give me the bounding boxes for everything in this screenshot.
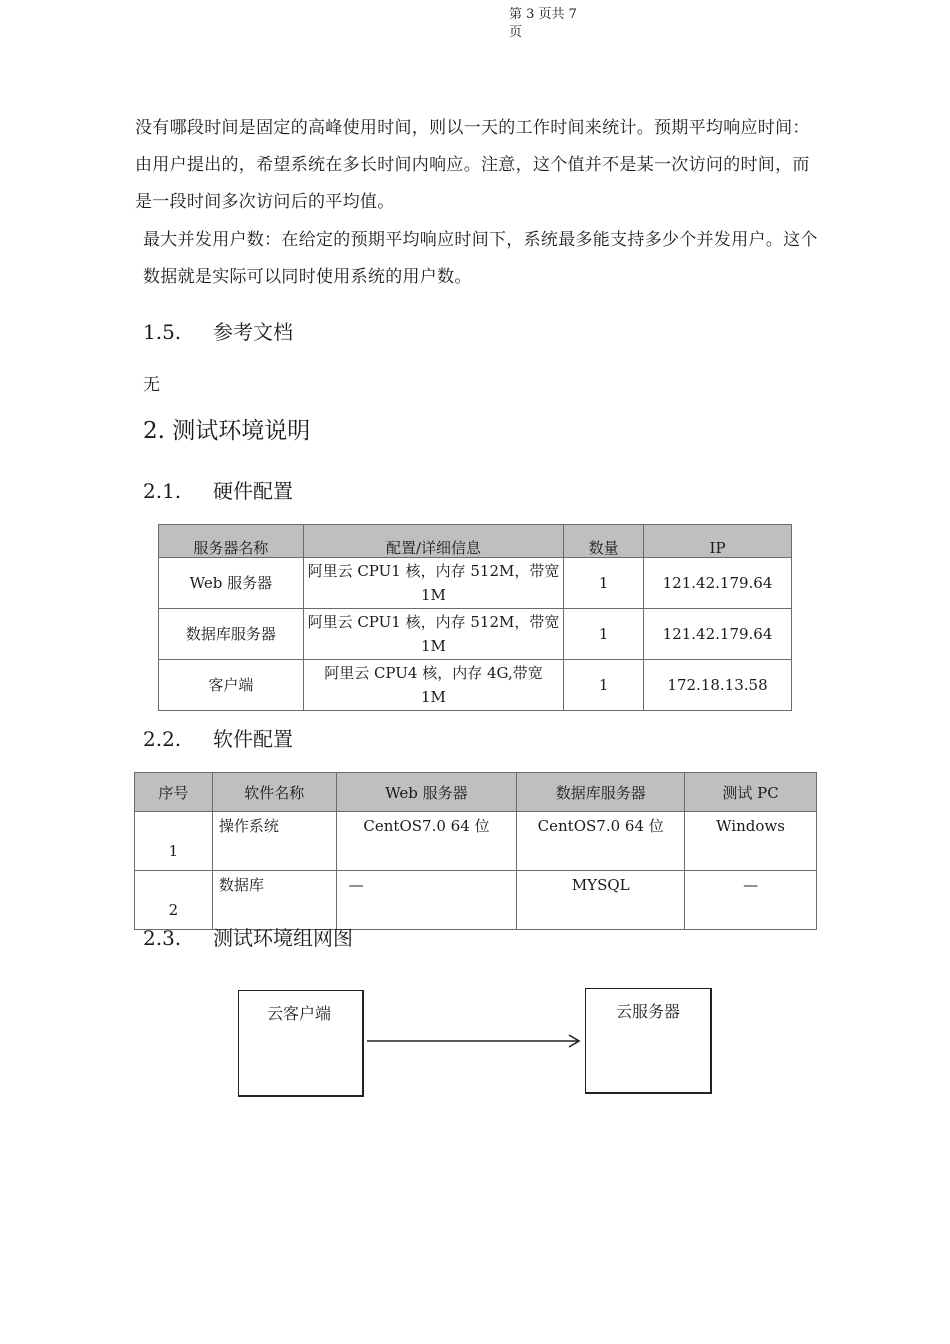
table-cell: 数据库 [212, 871, 336, 930]
table-cell: — [685, 871, 817, 930]
table-header-cell: 数量 [564, 525, 644, 558]
server-node [585, 988, 712, 1094]
table-cell: MYSQL [517, 871, 685, 930]
table-header-row [135, 773, 817, 812]
client-node [238, 990, 364, 1097]
heading-1-5 [143, 318, 293, 346]
table-header-cell: 软件名称 [212, 773, 336, 812]
heading-2-3 [143, 924, 353, 952]
table-cell: 1 [564, 558, 644, 609]
table-cell: 阿里云 CPU4 核，内存 4G,带宽 1M [303, 660, 564, 711]
table-header-cell: Web 服务器 [336, 773, 517, 812]
heading-number: 2.1. [143, 479, 182, 503]
heading-2 [143, 415, 310, 447]
table-row [135, 812, 817, 871]
table-cell: 客户端 [159, 660, 304, 711]
heading-title: 测试环境组网图 [213, 926, 353, 950]
client-node-label: 云客户端 [267, 1004, 332, 1023]
heading-number: 1.5. [143, 320, 182, 344]
table-cell: CentOS7.0 64 位 [336, 812, 517, 871]
heading-title: 硬件配置 [213, 479, 293, 503]
table-cell: 1 [564, 609, 644, 660]
table-row [159, 609, 792, 660]
table-cell: Windows [685, 812, 817, 871]
table-cell: 阿里云 CPU1 核，内存 512M，带宽 1M [303, 558, 564, 609]
heading-number: 2.2. [143, 727, 182, 751]
table-cell: 操作系统 [212, 812, 336, 871]
heading-title: 参考文档 [213, 320, 293, 344]
arrow-connector [365, 1030, 585, 1052]
reference-docs-body: 无 [143, 375, 160, 395]
table-cell: 阿里云 CPU1 核，内存 512M，带宽 1M [303, 609, 564, 660]
table-header-cell: 数据库服务器 [517, 773, 685, 812]
table-row [159, 660, 792, 711]
table-row [159, 558, 792, 609]
table-cell: — [336, 871, 517, 930]
paragraph-response-time: 没有哪段时间是固定的高峰使用时间，则以一天的工作时间来统计。预期平均响应时间：由用户提出的，希望系统在多长时间内响应。注意，这个值并不是某一次访问的时间，而是一段时间多次访问后的平均值。 [135, 118, 810, 212]
heading-number: 2. [143, 418, 165, 444]
table-cell: 2 [135, 871, 213, 930]
software-config-table [134, 772, 817, 930]
paragraph-concurrent-users: 最大并发用户数：在给定的预期平均响应时间下，系统最多能支持多少个并发用户。这个数据就是实际可以同时使用系统的用户数。 [143, 230, 818, 287]
heading-2-2 [143, 725, 293, 753]
heading-number: 2.3. [143, 926, 182, 950]
table-header-row [159, 525, 792, 558]
table-cell: 172.18.13.58 [644, 660, 792, 711]
table-cell: 121.42.179.64 [644, 558, 792, 609]
table-cell: 数据库服务器 [159, 609, 304, 660]
table-header-cell: 测试 PC [685, 773, 817, 812]
table-cell: 1 [135, 812, 213, 871]
table-header-cell: 序号 [135, 773, 213, 812]
table-cell: 121.42.179.64 [644, 609, 792, 660]
table-header-cell: 服务器名称 [159, 525, 304, 558]
server-node-label: 云服务器 [616, 1002, 681, 1021]
table-cell: CentOS7.0 64 位 [517, 812, 685, 871]
heading-title: 测试环境说明 [172, 418, 311, 444]
heading-2-1 [143, 477, 293, 505]
table-row [135, 871, 817, 930]
page-indicator: 第 3 页共 7 页 [509, 7, 577, 40]
table-cell: 1 [564, 660, 644, 711]
hardware-config-table [158, 524, 792, 711]
table-cell: Web 服务器 [159, 558, 304, 609]
table-header-cell: 配置/详细信息 [303, 525, 564, 558]
table-header-cell: IP [644, 525, 792, 558]
heading-title: 软件配置 [213, 727, 293, 751]
